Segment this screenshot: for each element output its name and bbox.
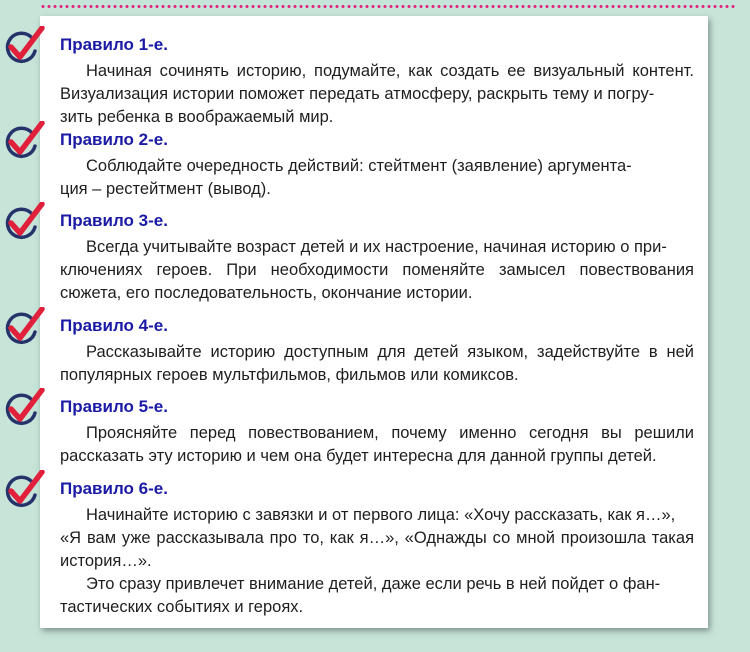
checkmark-icon [2,26,46,66]
rule-title: Правило 6-е. [60,479,168,498]
rule-3 [40,210,708,305]
rule-paragraph: Это сразу привлечет внимание детей, даже если речь в ней пойдет о фан- тастических событиях и героях. [60,575,661,616]
checkmark-icon [2,470,46,510]
checkmark-icon [2,307,46,347]
rule-paragraph: Начинайте историю с завязки и от первого лица: «Хочу рассказать, как я…», «Я вам уже рассказывала про то, как я…», «Однажды со мной произошла такая история…». [60,506,694,570]
rule-title: Правило 1-е. [60,35,168,54]
rule-paragraph: Проясняйте перед повествованием, почему именно сегодня вы решили рассказать эту историю и чем она будет интересна для данной группы детей. [60,424,694,465]
checkmark-icon [2,121,46,161]
rule-title: Правило 2-е. [60,130,168,149]
rule-title: Правило 4-е. [60,316,168,335]
rule-4 [40,315,708,387]
rule-title: Правило 5-е. [60,397,168,416]
rules-card [40,16,708,628]
checkmark-icon [2,202,46,242]
rule-paragraph: Начиная сочинять историю, подумайте, как создать ее визуальный контент. Визуализация истории поможет передать атмосферу, раскрыть тему и погру- зить ребенка в воображаемый мир. [60,62,694,126]
rule-title: Правило 3-е. [60,211,168,230]
dotted-border [40,5,736,8]
rule-5 [40,396,708,468]
rule-paragraph: Соблюдайте очередность действий: стейтмент (заявление) аргумента- ция – рестейтмент (вывод). [60,157,632,198]
rule-2 [40,129,708,201]
rule-1 [40,34,708,129]
rule-paragraph: Всегда учитывайте возраст детей и их настроение, начиная историю о при- ключениях героев. При необходимости поменяйте замысел повествования сюжета, его последовательность, окончание истории. [60,238,694,302]
rule-paragraph: Рассказывайте историю доступным для детей языком, задействуйте в ней популярных героев мультфильмов, фильмов или комиксов. [60,343,694,384]
checkmark-icon [2,388,46,428]
rule-6 [40,478,708,619]
